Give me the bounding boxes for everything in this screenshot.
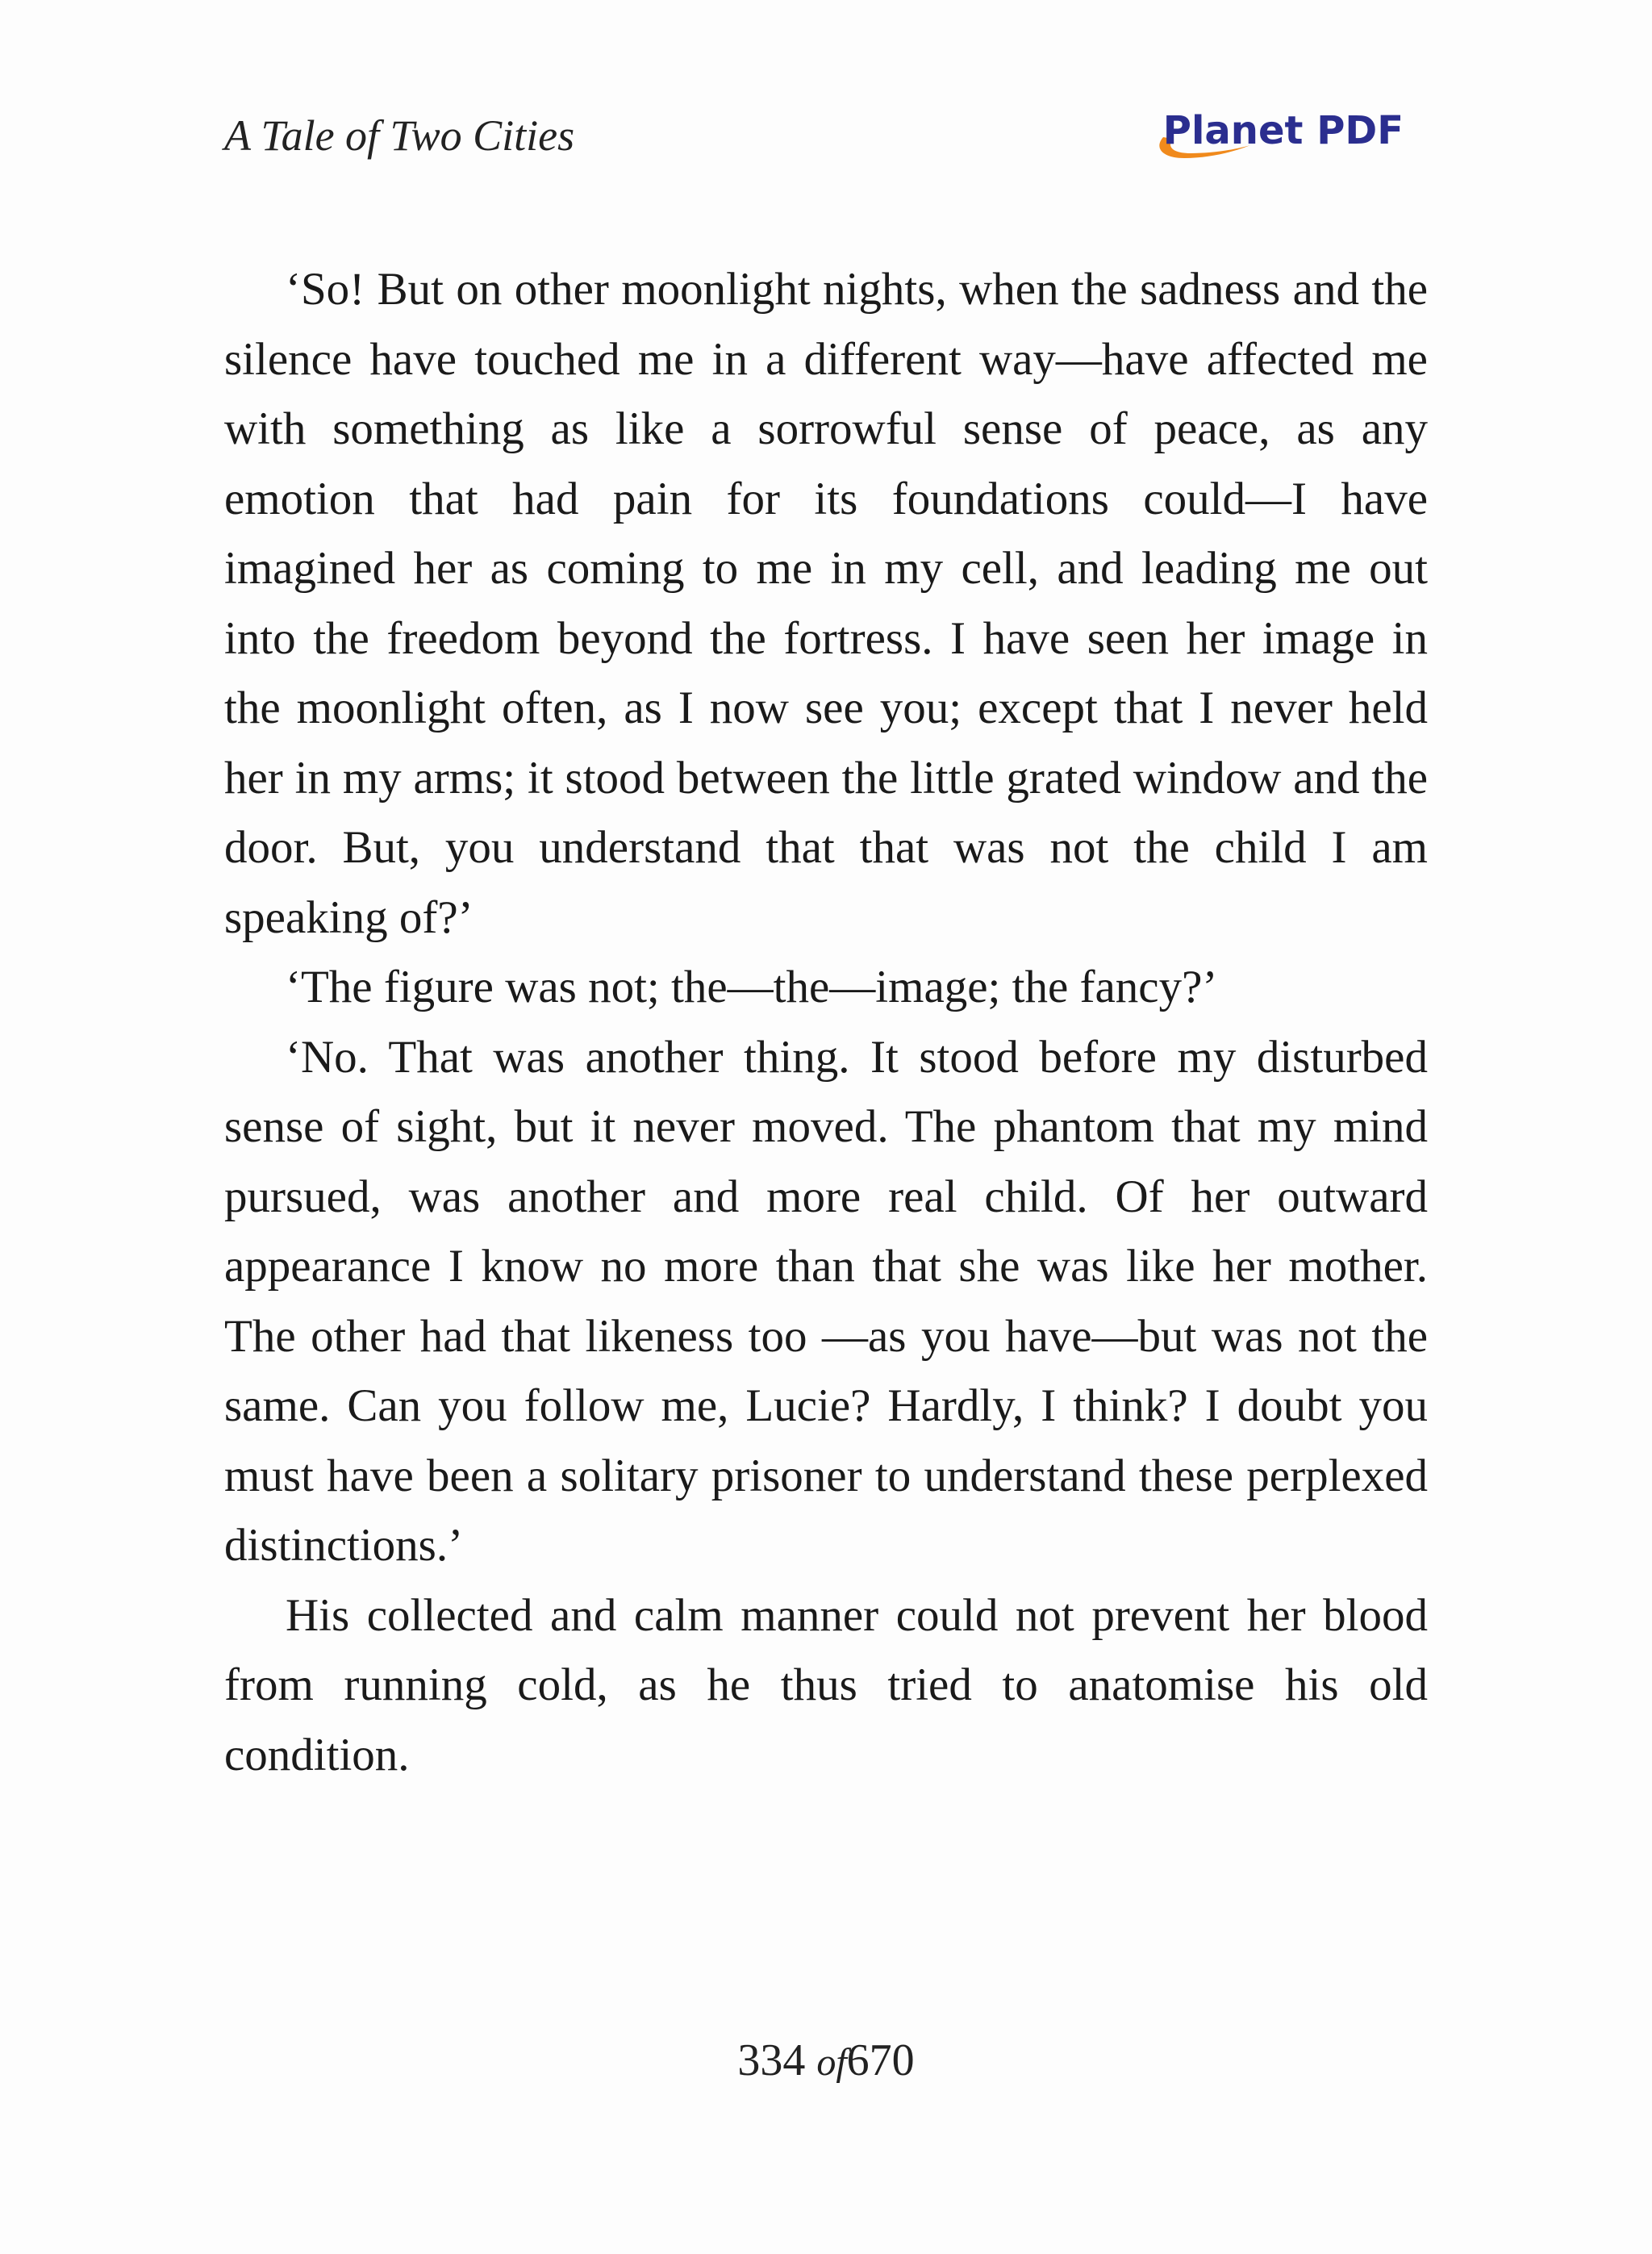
page-of-label: of [816, 2041, 847, 2084]
page-footer [0, 2028, 1652, 2095]
book-title: A Tale of Two Cities [224, 111, 575, 160]
paragraph: ‘So! But on other moonlight nights, when the sadness and the silence have touched me in a different way—have affected me with something as like a sorrowful sense of peace, as any emotion that had pain for its foundations could—I have imagined her as coming to me in my cell, and leading me out into the freedom beyond the fortress. I have seen her image in the moonlight often, as I now see you; except that I never held her in my arms; it stood between the little grated window and the door. But, you understand that that was not the child I am speaking of?’ [224, 264, 1428, 943]
paragraph: ‘The figure was not; the—the—image; the fancy?’ [286, 962, 1218, 1012]
main-text [224, 255, 1428, 1790]
paragraph: ‘No. That was another thing. It stood before my disturbed sense of sight, but it never moved. The phantom that my mind pursued, was another and more real child. Of her outward appearance I know no more than that she was like her mother. The other had that likeness too —as you have—but was not the same. Can you follow me, Lucie? Hardly, I think? I doubt you must have been a solitary prisoner to understand these perplexed distinctions.’ [224, 1031, 1428, 1571]
paragraph: His collected and calm manner could not prevent her blood from running cold, as he thus tried to anatomise his old condition. [224, 1589, 1428, 1780]
logo-text: Planet PDF [1162, 108, 1404, 153]
planet-pdf-logo [1145, 106, 1404, 168]
page-header [224, 103, 1428, 168]
total-pages: 670 [846, 2035, 915, 2085]
page-number: 334 [737, 2035, 806, 2085]
